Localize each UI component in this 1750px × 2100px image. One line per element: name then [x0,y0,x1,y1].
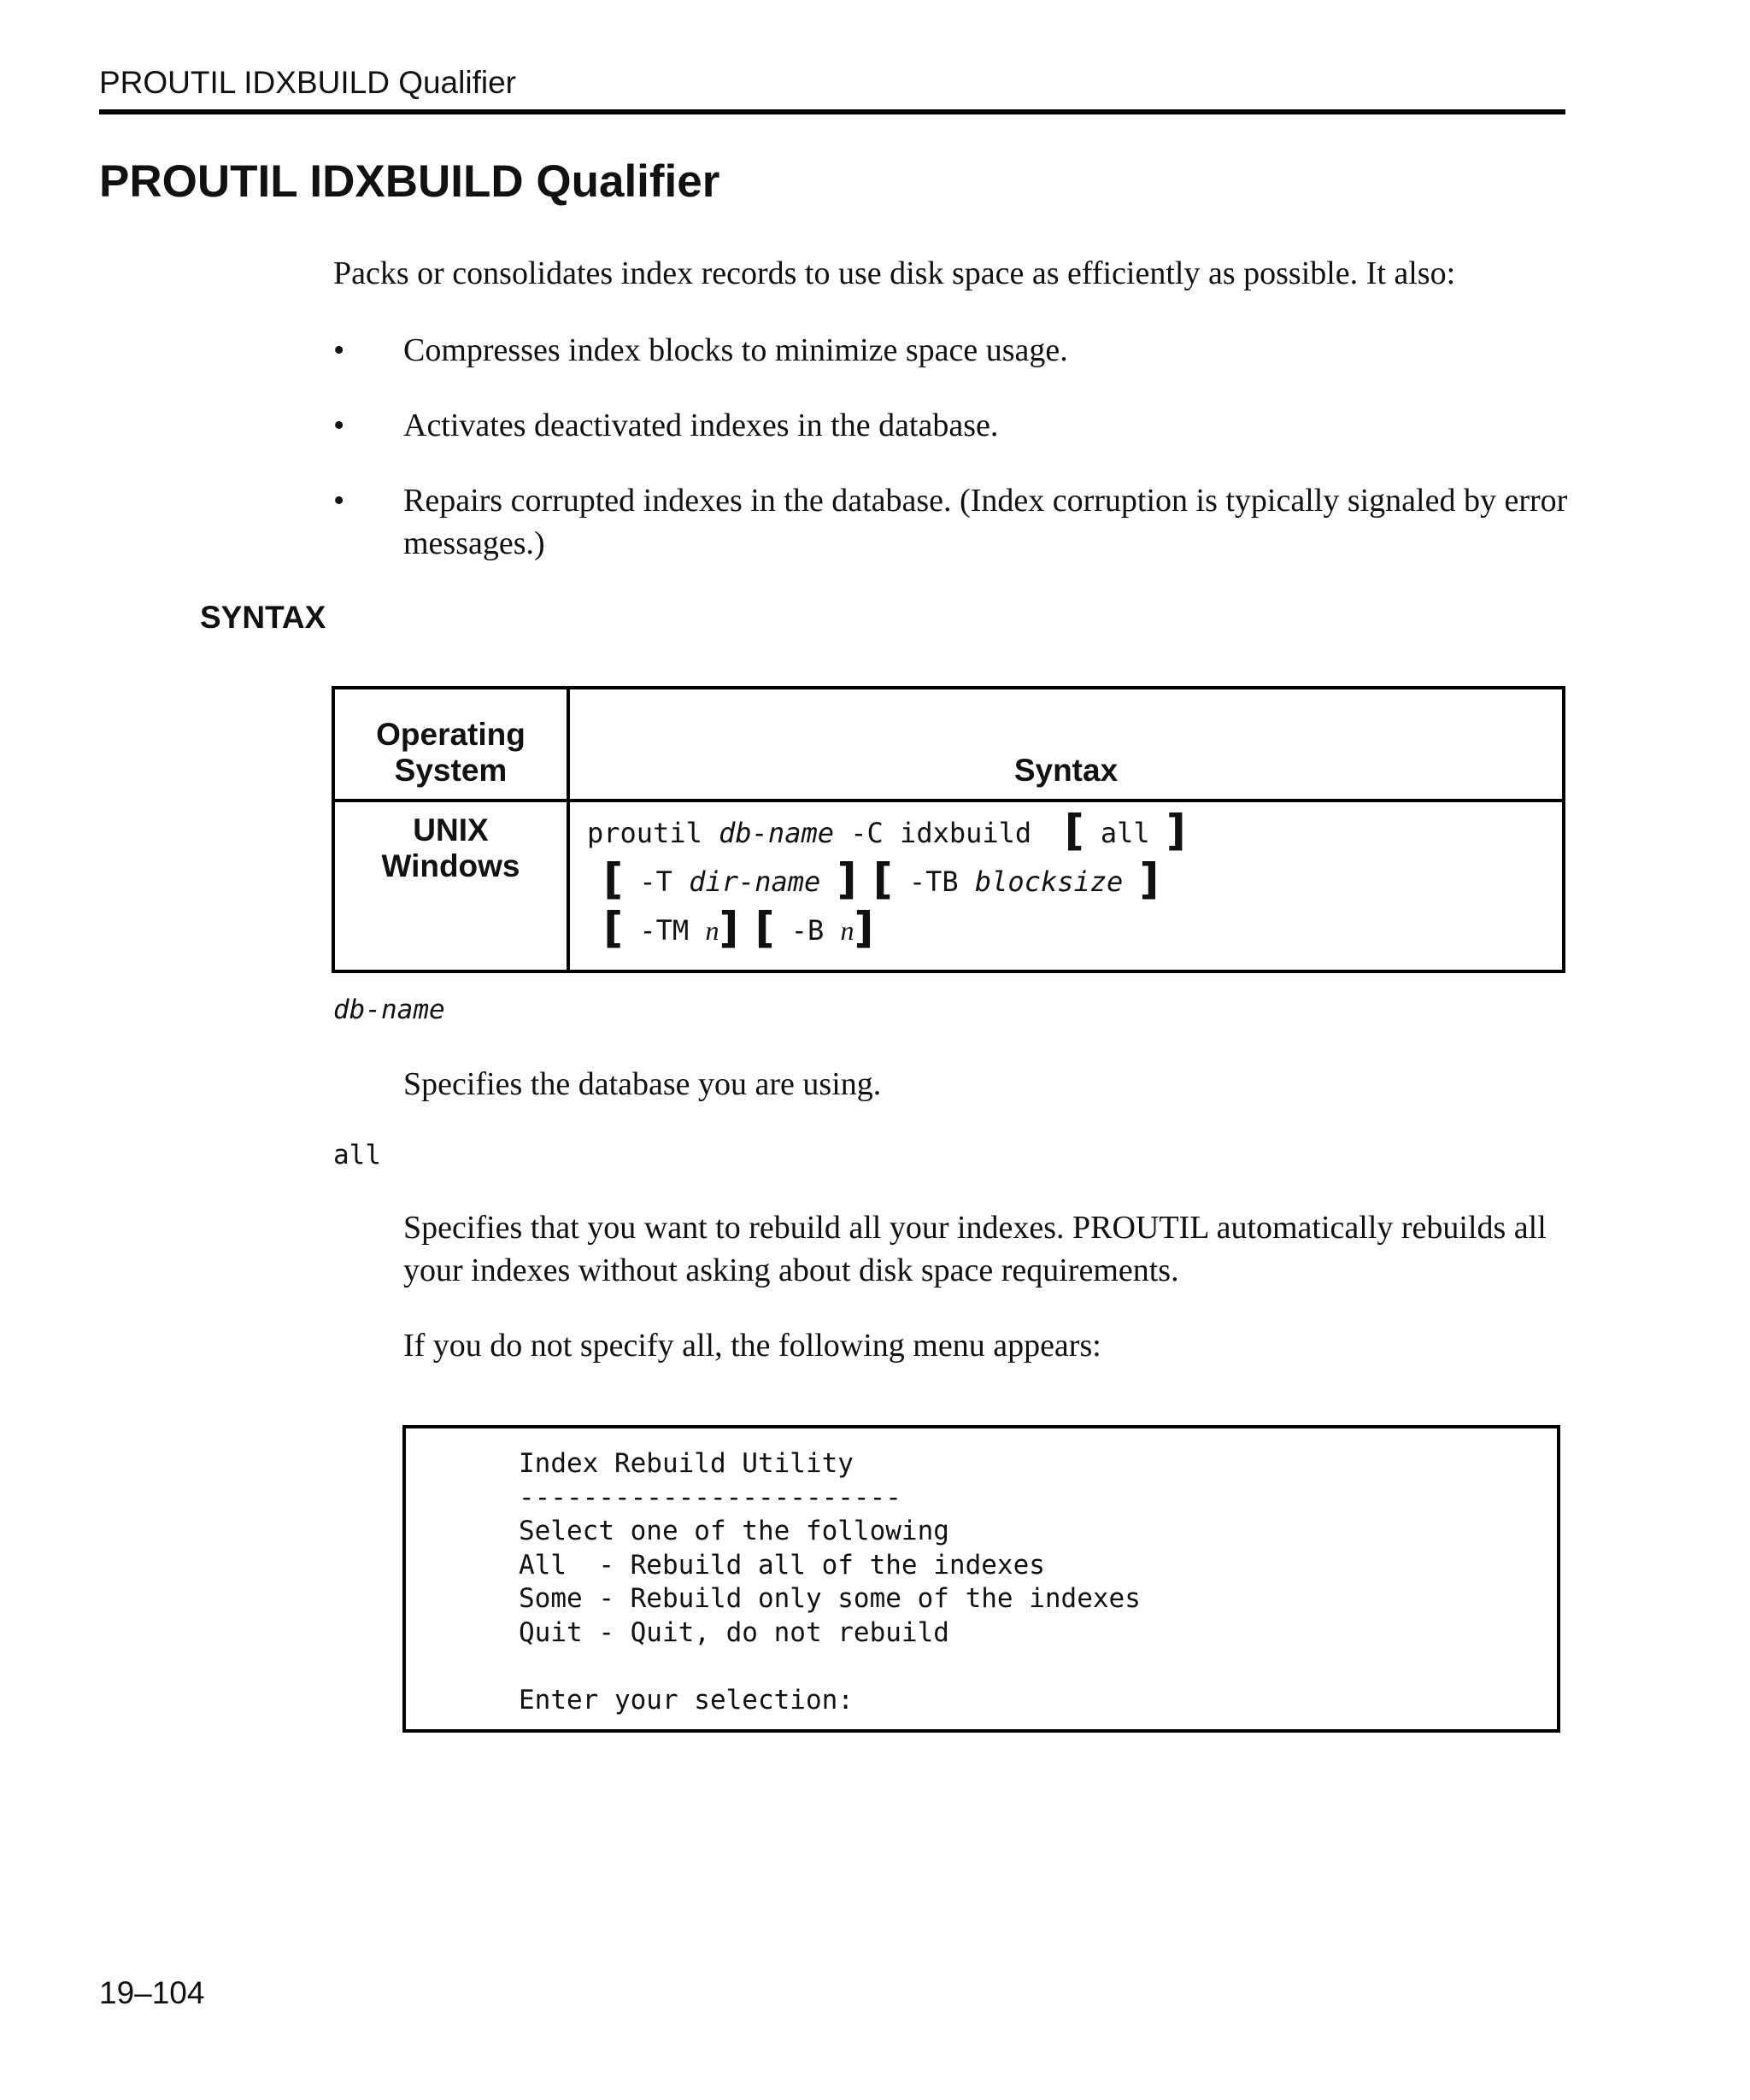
menu-example-box [402,1425,1560,1733]
syntax-dbname: db-name [719,817,834,849]
table-row [333,801,1564,971]
syntax-tm-option: -TM [623,914,706,947]
feature-list [333,329,1568,597]
menu-line: Select one of the following [519,1516,949,1546]
syntax-heading: SYNTAX [200,600,326,635]
os-unix: UNIX [413,812,489,848]
menu-line: Enter your selection: [519,1684,854,1716]
syntax-table [332,686,1565,973]
menu-line: Some - Rebuild only some of the indexes [519,1583,1141,1614]
syntax-n: n [840,915,854,946]
close-bracket: ] [1166,806,1186,855]
close-bracket: ] [719,903,739,953]
header-syntax: Syntax [568,688,1564,801]
menu-intro: If you do not specify all, the following menu appears: [403,1328,1101,1364]
syntax-line-1 [587,807,1562,856]
list-item [333,479,1568,565]
bullet-icon: • [333,332,345,368]
header-os-text: Operating System [376,717,526,788]
open-bracket: [ [755,903,775,953]
list-item [333,404,1568,447]
syntax-line-3 [587,905,1562,953]
syntax-t-option: -T [623,865,690,898]
list-item-text: Activates deactivated indexes in the database. [403,408,999,443]
open-bracket: [ [872,854,893,904]
syntax-dirname: dir-name [689,865,821,898]
close-bracket: ] [1139,854,1160,904]
page-number: 19–104 [99,1975,205,2010]
list-item-text: Compresses index blocks to minimize space usage. [403,332,1068,368]
menu-line: Index Rebuild Utility [519,1448,854,1479]
syntax-tb-option: -TB [892,865,975,898]
open-bracket: [ [1064,806,1084,855]
list-item-text: Repairs corrupted indexes in the database. (Index corruption is typically signaled by error messages.) [403,483,1568,561]
syntax-cell [568,801,1564,971]
menu-line: ------------------------ [519,1481,901,1513]
syntax-n: n [705,915,719,946]
syntax-command: proutil [587,817,719,849]
bullet-icon: • [333,408,345,443]
param-desc-dbname: Specifies the database you are using. [403,1066,882,1102]
open-bracket: [ [603,903,624,953]
os-windows: Windows [381,848,520,883]
page-title: PROUTIL IDXBUILD Qualifier [99,156,720,207]
header-operating-system [333,688,568,801]
open-bracket: [ [603,854,624,904]
syntax-blocksize: blocksize [974,865,1124,898]
menu-line: All - Rebuild all of the indexes [519,1549,1045,1581]
menu-example-text [519,1447,1141,1717]
syntax-b-option: -B [774,914,841,947]
close-bracket: ] [854,903,874,953]
menu-line: Quit - Quit, do not rebuild [519,1616,949,1648]
os-cell [333,801,568,971]
param-desc-all: Specifies that you want to rebuild all your indexes. PROUTIL automatically rebuilds all your indexes without asking about disk space requirements. [403,1210,1547,1288]
bullet-icon: • [333,483,345,519]
syntax-all: all [1083,817,1166,849]
syntax-line-2 [587,856,1562,905]
param-term-dbname: db-name [333,994,445,1025]
syntax-idxbuild: -C idxbuild [833,817,1065,849]
close-bracket: ] [837,854,857,904]
table-header-row [333,688,1564,801]
intro-paragraph: Packs or consolidates index records to use disk space as efficiently as possible. It also: [333,255,1456,291]
running-head: PROUTIL IDXBUILD Qualifier [99,65,516,100]
param-term-all: all [333,1140,381,1170]
list-item [333,329,1568,372]
header-rule [99,109,1565,114]
